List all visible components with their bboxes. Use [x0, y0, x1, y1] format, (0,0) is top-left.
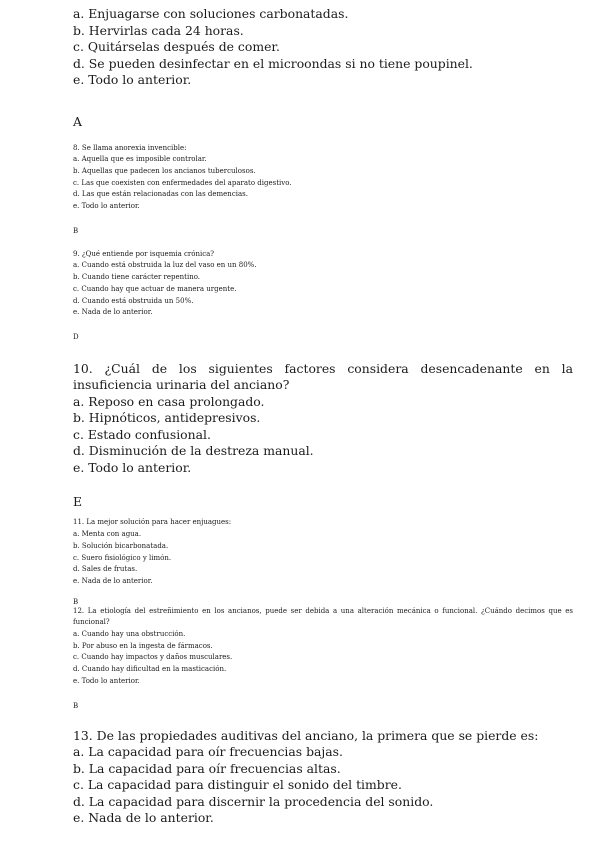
question-text: 9. ¿Qué entiende por isquemia crónica? [73, 249, 215, 258]
question-10 [73, 361, 573, 477]
option: c. Las que coexisten con enfermedades del aparato digestivo. [73, 178, 292, 187]
question-text: 12. La etiología del estreñimiento en los ancianos, puede ser debida a una alteración mecánica o funcional. ¿Cuándo decimos que es funcional? [73, 606, 573, 627]
question-8 [73, 143, 573, 213]
option: d. Cuando está obstruida un 50%. [73, 296, 194, 305]
option: b. Cuando tiene carácter repentino. [73, 273, 201, 282]
option: e. Todo lo anterior. [73, 72, 192, 87]
option: e. Todo lo anterior. [73, 202, 140, 211]
option: b. La capacidad para oír frecuencias altas. [73, 760, 341, 776]
question-9 [73, 249, 573, 319]
option: c. Cuando hay que actuar de manera urgente. [73, 284, 237, 293]
option: e. Nada de lo anterior. [73, 576, 153, 585]
option: d. La capacidad para discernir la procedencia del sonido. [73, 793, 434, 809]
option: c. Quitárselas después de comer. [73, 39, 280, 54]
option: d. Disminución de la destreza manual. [73, 443, 314, 459]
answer-9: D [73, 332, 79, 341]
question-11 [73, 517, 573, 587]
question-text: 13. De las propiedades auditivas del anciano, la primera que se pierde es: [73, 727, 539, 743]
intro-options [73, 6, 573, 89]
option: c. Estado confusional. [73, 426, 211, 442]
option: b. Hervirlas cada 24 horas. [73, 22, 244, 38]
answer-8: B [73, 226, 79, 235]
question-13 [73, 728, 573, 827]
option: e. Nada de lo anterior. [73, 308, 153, 317]
option: a. Cuando hay una obstrucción. [73, 630, 186, 639]
option: b. Aquellas que padecen los ancianos tuberculosos. [73, 166, 256, 175]
answer-10: E [73, 494, 83, 510]
option: e. Todo lo anterior. [73, 676, 140, 685]
option: d. Cuando hay dificultad en la masticación. [73, 665, 227, 674]
option: b. Solución bicarbonatada. [73, 541, 169, 550]
question-text: 8. Se llama anorexia invencible: [73, 143, 187, 152]
option: e. Todo lo anterior. [73, 459, 192, 475]
question-text: 10. ¿Cuál de los siguientes factores considera desencadenante en la insuficiencia urinaria del anciano? [73, 360, 573, 393]
option: a. Aquella que es imposible controlar. [73, 155, 207, 164]
option: c. La capacidad para distinguir el sonido del timbre. [73, 777, 402, 793]
option: b. Por abuso en la ingesta de fármacos. [73, 641, 213, 650]
option: a. Reposo en casa prolongado. [73, 393, 265, 409]
option: d. Sales de frutas. [73, 565, 138, 574]
option: a. Enjuagarse con soluciones carbonatadas. [73, 6, 349, 21]
option: a. Menta con agua. [73, 530, 142, 539]
option: e. Nada de lo anterior. [73, 810, 214, 826]
option: d. Se pueden desinfectar en el microondas si no tiene poupinel. [73, 55, 473, 71]
intro-answer: A [73, 113, 82, 129]
answer-11: B [73, 597, 79, 606]
option: b. Hipnóticos, antidepresivos. [73, 410, 261, 426]
document-page [73, 6, 573, 827]
option: a. Cuando está obstruida la luz del vaso en un 80%. [73, 261, 257, 270]
question-12 [73, 606, 573, 688]
question-text: 11. La mejor solución para hacer enjuagues: [73, 518, 232, 527]
option: d. Las que están relacionadas con las demencias. [73, 190, 248, 199]
answer-12: B [73, 701, 79, 710]
option: c. Suero fisiológico y limón. [73, 553, 172, 562]
option: a. La capacidad para oír frecuencias bajas. [73, 744, 343, 760]
option: c. Cuando hay impactos y daños musculares. [73, 653, 233, 662]
